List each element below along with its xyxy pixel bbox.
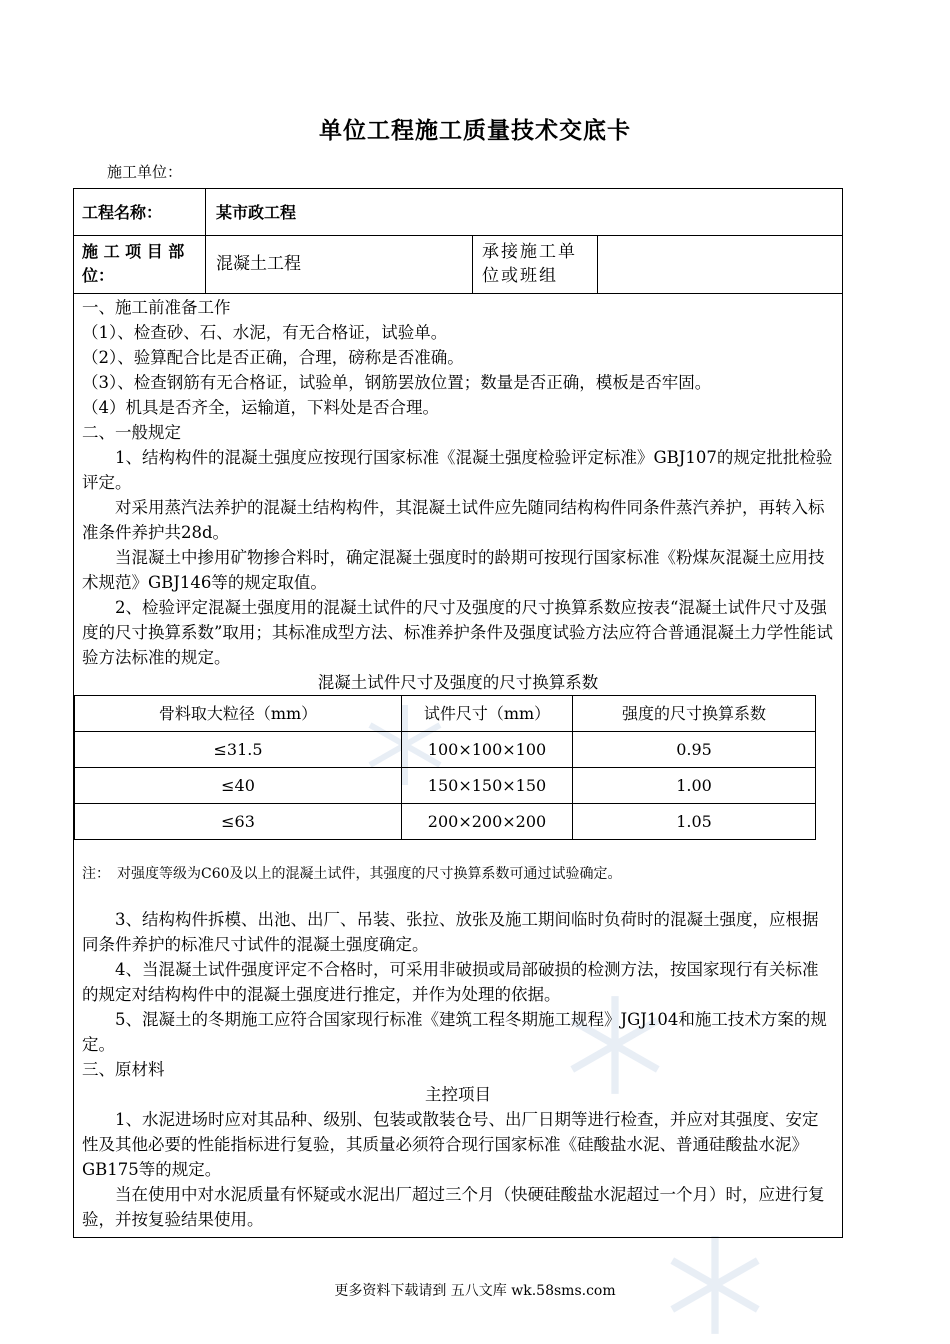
table-header: 试件尺寸（mm） (402, 696, 573, 732)
paragraph: 4、当混凝土试件强度评定不合格时，可采用非破损或局部破损的检测方法，按国家现行有关标准的规定对结构构件中的混凝土强度进行推定，并作为处理的依据。 (82, 960, 819, 1004)
list-item: （3）、检查钢筋有无合格证，试验单，钢筋罢放位置；数量是否正确，模板是否牢固。 (82, 373, 712, 392)
table-header: 强度的尺寸换算系数 (573, 696, 816, 732)
list-item: （1）、检查砂、石、水泥，有无合格证，试验单。 (82, 323, 448, 342)
table-cell: 0.95 (573, 732, 816, 768)
table-cell: ≤40 (75, 768, 402, 804)
paragraph: 5、混凝土的冬期施工应符合国家现行标准《建筑工程冬期施工规程》JGJ104和施工技术方案的规定。 (82, 1010, 827, 1054)
table-cell: 150×150×150 (402, 768, 573, 804)
table-row (75, 804, 816, 840)
table-caption: 混凝土试件尺寸及强度的尺寸换算系数 (317, 673, 599, 692)
list-item: （2）、验算配合比是否正确，合理，磅称是否准确。 (82, 348, 464, 367)
dept-value: 混凝土工程 (216, 254, 301, 274)
divider (472, 235, 473, 293)
project-name-value: 某市政工程 (216, 203, 297, 222)
subheading: 主控项目 (425, 1085, 491, 1104)
conversion-table (74, 695, 816, 840)
construction-unit-label: 施工单位： (107, 163, 183, 181)
paragraph: 1、结构构件的混凝土强度应按现行国家标准《混凝土强度检验评定标准》GBJ107的规定批批检验评定。 (82, 448, 833, 492)
table-cell: 200×200×200 (402, 804, 573, 840)
dept-label (82, 240, 198, 288)
paragraph: 1、水泥进场时应对其品种、级别、包装或散装仓号、出厂日期等进行检查，并应对其强度、安定性及其他必要的性能指标进行复验，其质量必须符合现行国家标准《硅酸盐水泥、普通硅酸盐水泥》GB175等的规定。 (82, 1110, 819, 1179)
paragraph: 对采用蒸汽法养护的混凝土结构构件，其混凝土试件应先随同结构构件同条件蒸汽养护，再转入标准条件养护共28d。 (82, 498, 825, 542)
divider (597, 235, 598, 293)
page-title: 单位工程施工质量技术交底卡 (319, 117, 631, 144)
section-heading: 三、原材料 (82, 1060, 165, 1079)
divider (74, 235, 842, 236)
table-header-row (75, 696, 816, 732)
contractor-label-line1: 承接施工单 (482, 242, 577, 262)
contractor-label-line2: 位或班组 (482, 266, 558, 286)
form-frame (73, 188, 843, 1238)
dept-label-line1: 施 工 项 目 部 (82, 242, 185, 261)
paragraph: 2、检验评定混凝土强度用的混凝土试件的尺寸及强度的尺寸换算系数应按表“混凝土试件尺寸及强度的尺寸换算系数”取用；其标准成型方法、标准养护条件及强度试验方法应符合普通混凝土力学性能试验方法标准的规定。 (82, 598, 833, 667)
paragraph: 3、结构构件拆模、出池、出厂、吊装、张拉、放张及施工期间临时负荷时的混凝土强度，应根据同条件养护的标准尺寸试件的混凝土强度确定。 (82, 910, 819, 954)
table-cell: ≤63 (75, 804, 402, 840)
list-item: （4）机具是否齐全，运输道，下料处是否合理。 (82, 398, 439, 417)
table-row (75, 768, 816, 804)
divider (74, 293, 842, 294)
section-heading: 一、施工前准备工作 (82, 298, 231, 317)
divider (205, 189, 206, 293)
dept-label-line2: 位： (82, 266, 115, 285)
paragraph: 当在使用中对水泥质量有怀疑或水泥出厂超过三个月（快硬硅酸盐水泥超过一个月）时，应进行复验，并按复验结果使用。 (82, 1185, 825, 1229)
table-header: 骨料取大粒径（mm） (75, 696, 402, 732)
project-name-label: 工程名称： (82, 203, 163, 222)
table-cell: 1.05 (573, 804, 816, 840)
table-cell: ≤31.5 (75, 732, 402, 768)
footer-link[interactable]: 更多资料下载请到 五八文库 wk.58sms.com (334, 1283, 616, 1299)
paragraph: 当混凝土中掺用矿物掺合料时，确定混凝土强度时的龄期可按现行国家标准《粉煤灰混凝土应用技术规范》GBJ146等的规定取值。 (82, 548, 825, 592)
table-cell: 1.00 (573, 768, 816, 804)
table-note: 注： 对强度等级为C60及以上的混凝土试件，其强度的尺寸换算系数可通过试验确定。 (82, 866, 622, 882)
contractor-label (482, 240, 577, 288)
table-row (75, 732, 816, 768)
table-cell: 100×100×100 (402, 732, 573, 768)
body-content (82, 295, 834, 1232)
section-heading: 二、一般规定 (82, 423, 181, 442)
